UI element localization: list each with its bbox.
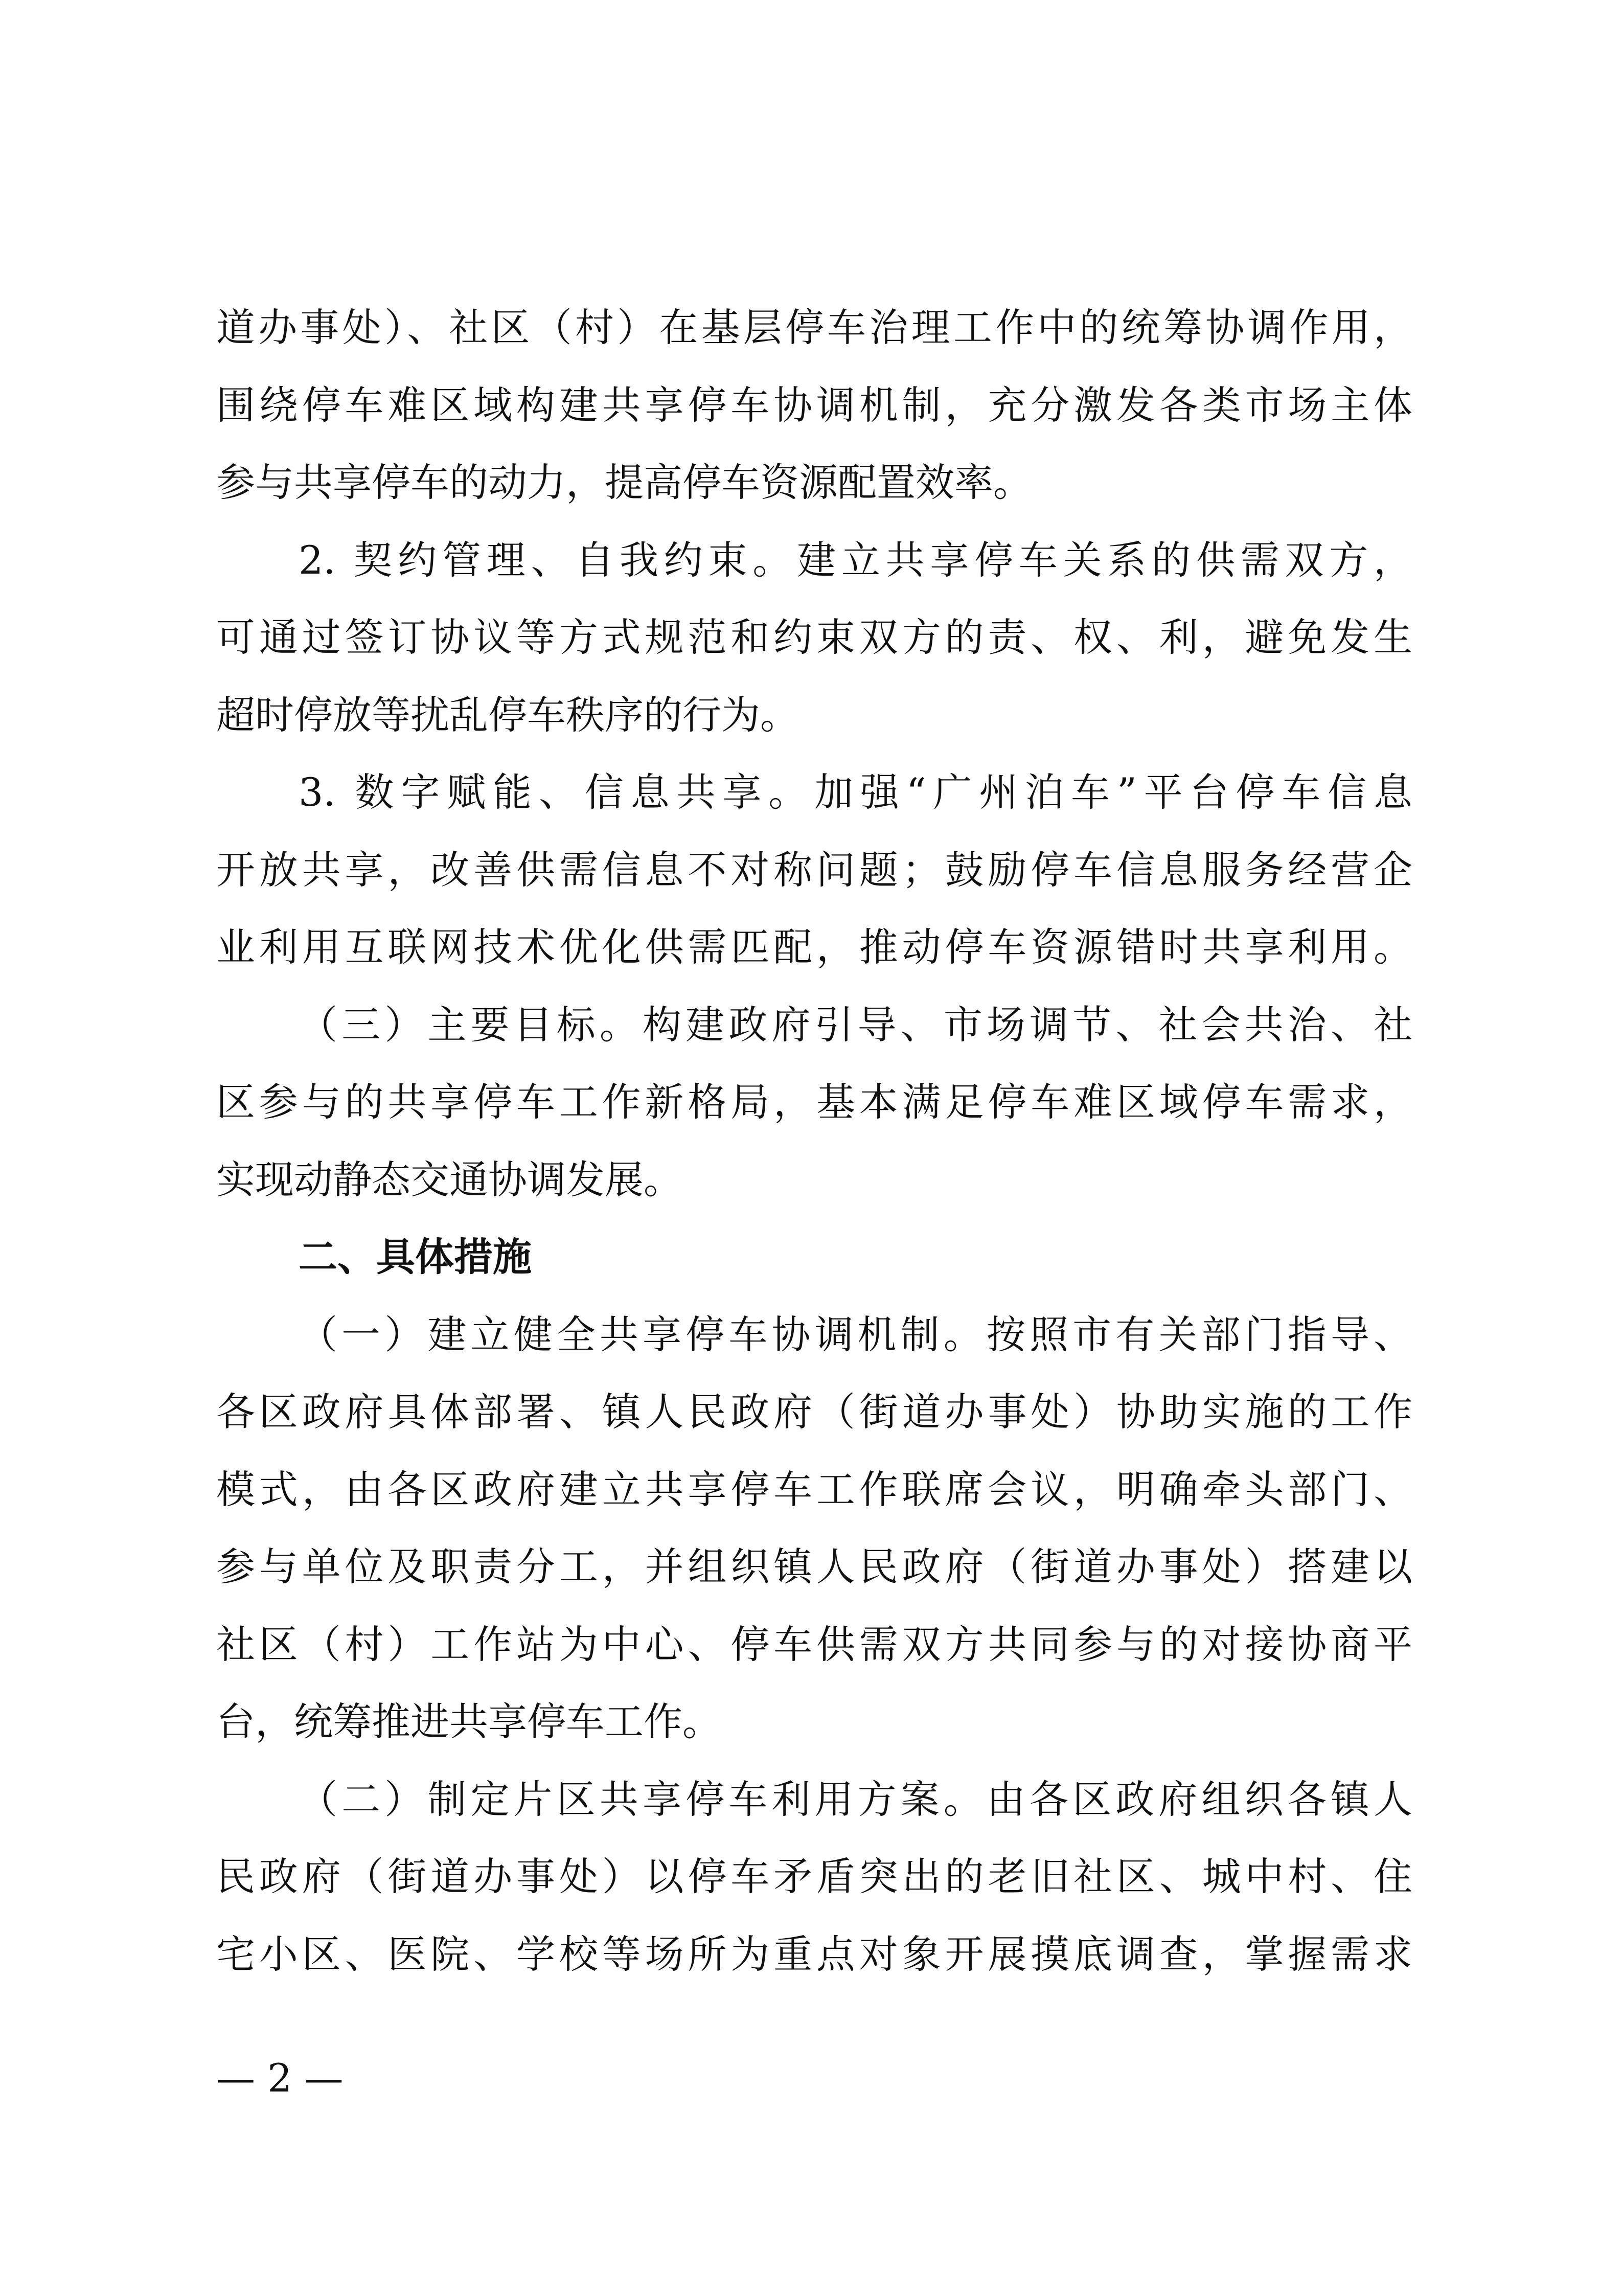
body-line: 台，统筹推进共享停车工作。 [216,1699,721,1744]
body-line: 围绕停车难区域构建共享停车协调机制，充分激发各类市场主体 [216,382,1412,428]
body-line: 实现动静态交通协调发展。 [216,1156,682,1202]
body-line: 道办事处）、社区（村）在基层停车治理工作中的统筹协调作用， [216,305,1412,350]
body-line: 可通过签订协议等方式规范和约束双方的责、权、利，避免发生 [216,615,1412,660]
body-line: 社区（村）工作站为中心、停车供需双方共同参与的对接协商平 [216,1621,1412,1667]
body-line: 超时停放等扰乱停车秩序的行为。 [216,692,799,738]
body-line: 参与单位及职责分工，并组织镇人民政府（街道办事处）搭建以 [216,1544,1412,1589]
body-line: 业利用互联网技术优化供需匹配，推动停车资源错时共享利用。 [216,924,1412,970]
section-heading: 二、具体措施 [299,1234,532,1280]
body-line: 开放共享，改善供需信息不对称问题；鼓励停车信息服务经营企 [216,847,1412,893]
body-line: （一）建立健全共享停车协调机制。按照市有关部门指导、 [299,1311,1412,1357]
page-number: — 2 — [216,2055,344,2101]
body-line: 民政府（街道办事处）以停车矛盾突出的老旧社区、城中村、住 [216,1854,1412,1899]
body-line: 参与共享停车的动力，提高停车资源配置效率。 [216,460,1032,505]
body-line: （三）主要目标。构建政府引导、市场调节、社会共治、社 [299,1002,1412,1048]
body-line: 模式，由各区政府建立共享停车工作联席会议，明确牵头部门、 [216,1466,1412,1512]
body-line: 各区政府具体部署、镇人民政府（街道办事处）协助实施的工作 [216,1389,1412,1435]
body-line: （二）制定片区共享停车利用方案。由各区政府组织各镇人 [299,1776,1412,1822]
body-line: 宅小区、医院、学校等场所为重点对象开展摸底调查，掌握需求 [216,1931,1412,1977]
body-text [216,289,1412,1993]
body-line: 区参与的共享停车工作新格局，基本满足停车难区域停车需求， [216,1079,1412,1125]
body-line: 3. 数字赋能、信息共享。加强“广州泊车”平台停车信息 [299,769,1412,815]
body-line: 2. 契约管理、自我约束。建立共享停车关系的供需双方， [299,537,1412,583]
